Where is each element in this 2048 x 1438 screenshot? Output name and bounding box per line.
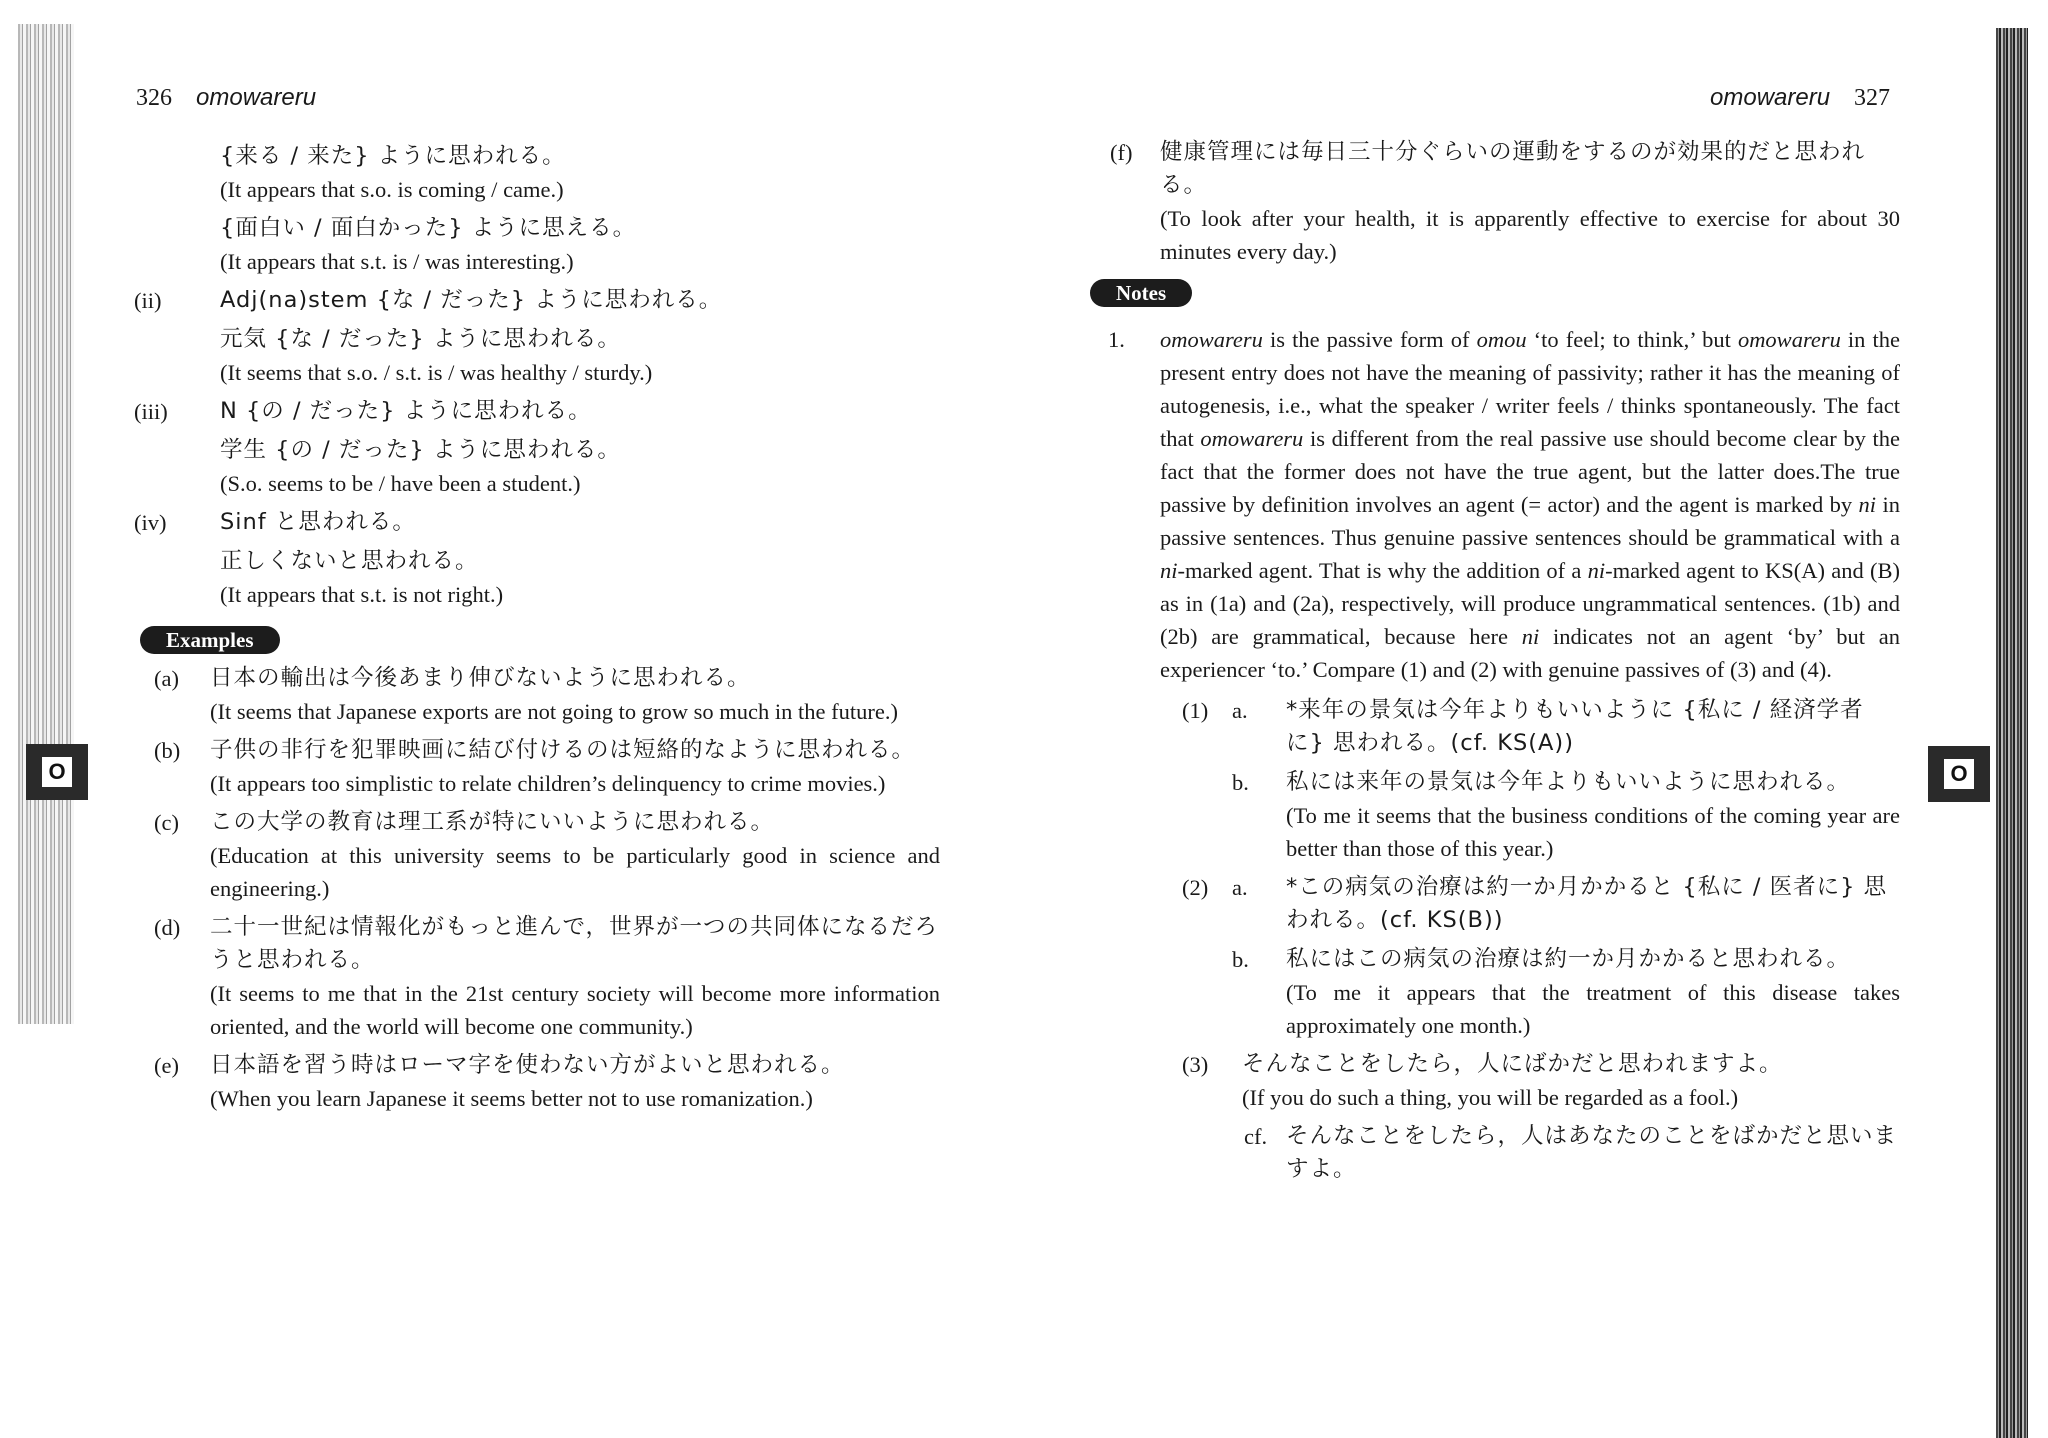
form-japanese: N {の / だった} ように思われる。	[220, 398, 592, 424]
example-english: (It seems to me that in the 21st century society will become more information oriented, and the world will become one community.)	[210, 981, 940, 1039]
note-segment: in the present entry does not have the meaning of passivity; rather it has the meaning of autogenesis, i.e., what the speaker / writer feels / thinks spontaneously. The fact that	[1160, 327, 1900, 451]
right-page-edge-scan	[1996, 28, 2028, 1438]
left-page-column	[134, 140, 940, 1121]
form-item	[134, 506, 940, 539]
form-body	[220, 284, 940, 317]
example-label: (a)	[154, 666, 179, 691]
form-japanese: Sinf と思われる。	[220, 509, 416, 535]
note-example-item	[1090, 871, 1900, 937]
note-text	[1160, 323, 1900, 686]
note-example-sublabel: cf.	[1244, 1124, 1268, 1149]
form-english: (S.o. seems to be / have been a student.)	[220, 471, 581, 496]
form-japanese: {来る / 来た} ように思われる。	[220, 143, 566, 169]
note-example-japanese: そんなことをしたら，人はあなたのことをばかだと思いますよ。	[1286, 1123, 1898, 1182]
note-segment: in passive sentences. Thus genuine passive sentences should be grammatical with a	[1160, 492, 1900, 550]
note-segment: ni	[1160, 558, 1178, 583]
note-example-number: (3)	[1182, 1052, 1209, 1077]
note-segment: ‘to feel; to think,’ but	[1526, 327, 1738, 352]
right-thumb-letter: O	[1944, 759, 1974, 789]
note-segment: -marked agent. That is why the addition of a	[1177, 558, 1588, 583]
note-example-sublabel: b.	[1232, 770, 1249, 795]
note-example-sublabel: a.	[1232, 698, 1248, 723]
form-label: (ii)	[134, 288, 162, 313]
example-label: (f)	[1110, 140, 1133, 165]
form-body	[220, 434, 940, 500]
note-example-sublabel: a.	[1232, 875, 1248, 900]
note-example-item	[1090, 766, 1900, 865]
form-english: (It appears that s.o. is coming / came.)	[220, 177, 564, 202]
note-example-english: (To me it appears that the treatment of this disease takes approximately one month.)	[1286, 980, 1900, 1038]
example-f	[1090, 136, 1900, 268]
note-segment: indicates not an agent ‘by’ but an experiencer ‘to.’ Compare (1) and (2) with genuine passives of (3) and (4).	[1160, 624, 1900, 682]
form-item	[140, 323, 940, 389]
example-body	[210, 806, 940, 905]
note-example-japanese: そんなことをしたら，人にばかだと思われますよ。	[1242, 1051, 1783, 1077]
example-japanese: 二十一世紀は情報化がもっと進んで，世界が一つの共同体になるだろうと思われる。	[210, 914, 939, 973]
note-example-number: (1)	[1182, 698, 1209, 723]
form-item	[140, 212, 940, 278]
example-japanese: この大学の教育は理工系が特にいいように思われる。	[210, 809, 775, 835]
note-example-body	[1286, 871, 1900, 937]
right-page-column	[1090, 136, 1900, 1192]
left-running-head: omowareru	[196, 84, 317, 111]
form-item	[140, 545, 940, 611]
form-japanese: 正しくないと思われる。	[220, 548, 479, 574]
note-example-item	[1090, 1120, 1900, 1186]
form-label: (iii)	[134, 399, 168, 424]
left-page-edge-scan	[18, 24, 74, 1024]
example-label: (e)	[154, 1053, 179, 1078]
example-body	[210, 734, 940, 800]
note-example-sublabel: b.	[1232, 947, 1249, 972]
form-body	[220, 545, 940, 611]
note-segment: -marked agent to KS(A) and (B) as in (1a) and (2a), respectively, will produce ungrammatical sentences. (1b) and (2b) are grammatical, because here	[1160, 558, 1900, 649]
note-example-body	[1242, 1048, 1900, 1114]
note-example-number: (2)	[1182, 875, 1209, 900]
note-segment: ni	[1587, 558, 1606, 583]
note-example-item	[1090, 1048, 1900, 1114]
form-body	[220, 395, 940, 428]
example-english: (Education at this university seems to be particularly good in science and engineering.)	[210, 843, 940, 901]
note-segment: ni	[1521, 624, 1540, 649]
examples-list	[140, 662, 940, 1115]
note-example-item	[1090, 943, 1900, 1042]
note-segment: is the passive form of	[1262, 327, 1477, 352]
note-example-japanese: *この病気の治療は約一か月かかると {私に / 医者に} 思われる。(cf. KS(B))	[1286, 874, 1888, 933]
examples-heading: Examples	[140, 626, 280, 654]
note-number: 1.	[1108, 327, 1125, 352]
form-item	[134, 284, 940, 317]
form-item	[140, 434, 940, 500]
note-example-japanese: *来年の景気は今年よりもいいように {私に / 経済学者に} 思われる。(cf. KS(A))	[1286, 697, 1864, 756]
form-label: (iv)	[134, 510, 167, 535]
note-example-english: (If you do such a thing, you will be regarded as a fool.)	[1242, 1085, 1739, 1110]
form-body	[220, 323, 940, 389]
example-label: (c)	[154, 810, 179, 835]
example-item	[140, 1049, 940, 1115]
example-japanese: 子供の非行を犯罪映画に結び付けるのは短絡的なように思われる。	[210, 737, 916, 763]
note-segment: omou	[1476, 327, 1527, 352]
form-japanese: 元気 {な / だった} ように思われる。	[220, 326, 621, 352]
note-example-japanese: 私には来年の景気は今年よりもいいように思われる。	[1286, 769, 1851, 795]
example-label: (d)	[154, 915, 181, 940]
notes-heading: Notes	[1090, 279, 1192, 307]
note-example-body	[1286, 943, 1900, 1042]
note-segment: is different from the real passive use should become clear by the fact that the former does not have the true agent, but the latter does.The true passive by definition involves an agent (= actor) and the agent is marked by	[1160, 426, 1900, 517]
note-segment: ni	[1858, 492, 1877, 517]
left-thumb-letter: O	[42, 757, 72, 787]
note-1	[1090, 323, 1900, 686]
example-english: (To look after your health, it is apparently effective to exercise for about 30 minutes every day.)	[1160, 206, 1900, 264]
form-english: (It seems that s.o. / s.t. is / was healthy / sturdy.)	[220, 360, 653, 385]
note-examples-list	[1090, 694, 1900, 1186]
example-body	[210, 1049, 940, 1115]
note-example-japanese: 私にはこの病気の治療は約一か月かかると思われる。	[1286, 946, 1851, 972]
note-example-english: (To me it seems that the business conditions of the coming year are better than those of this year.)	[1286, 803, 1900, 861]
note-segment: omowareru	[1737, 327, 1841, 352]
note-example-item	[1090, 694, 1900, 760]
form-english: (It appears that s.t. is not right.)	[220, 582, 504, 607]
right-running-head: omowareru	[1710, 84, 1831, 111]
left-page-number: 326	[136, 85, 172, 111]
right-thumb-index-tab	[1928, 746, 1990, 802]
example-item	[140, 911, 940, 1043]
example-item	[140, 806, 940, 905]
example-body	[210, 662, 940, 728]
form-item	[140, 140, 940, 206]
note-segment: omowareru	[1200, 426, 1304, 451]
example-japanese: 日本語を習う時はローマ字を使わない方がよいと思われる。	[210, 1052, 845, 1078]
right-page-header	[1710, 84, 1890, 112]
form-english: (It appears that s.t. is / was interesting.)	[220, 249, 574, 274]
example-label: (b)	[154, 738, 181, 763]
form-japanese: Adj(na)stem {な / だった} ように思われる。	[220, 287, 723, 313]
example-english: (It appears too simplistic to relate children’s delinquency to crime movies.)	[210, 771, 886, 796]
form-japanese: {面白い / 面白かった} ように思える。	[220, 215, 637, 241]
example-japanese: 健康管理には毎日三十分ぐらいの運動をするのが効果的だと思われる。	[1160, 139, 1866, 198]
note-example-body	[1286, 694, 1900, 760]
form-body	[220, 506, 940, 539]
form-body	[220, 212, 940, 278]
right-page-number: 327	[1854, 85, 1891, 111]
example-item	[140, 662, 940, 728]
note-segment: omowareru	[1160, 327, 1263, 352]
example-english: (It seems that Japanese exports are not going to grow so much in the future.)	[210, 699, 898, 724]
example-body	[210, 911, 940, 1043]
note-example-body	[1286, 1120, 1900, 1186]
example-item	[140, 734, 940, 800]
form-item	[134, 395, 940, 428]
example-english: (When you learn Japanese it seems better not to use romanization.)	[210, 1086, 813, 1111]
note-example-body	[1286, 766, 1900, 865]
form-body	[220, 140, 940, 206]
form-list	[134, 140, 940, 611]
example-japanese: 日本の輸出は今後あまり伸びないように思われる。	[210, 665, 751, 691]
form-japanese: 学生 {の / だった} ように思われる。	[220, 437, 621, 463]
left-page-header	[136, 84, 316, 112]
left-thumb-index-tab	[26, 744, 88, 800]
